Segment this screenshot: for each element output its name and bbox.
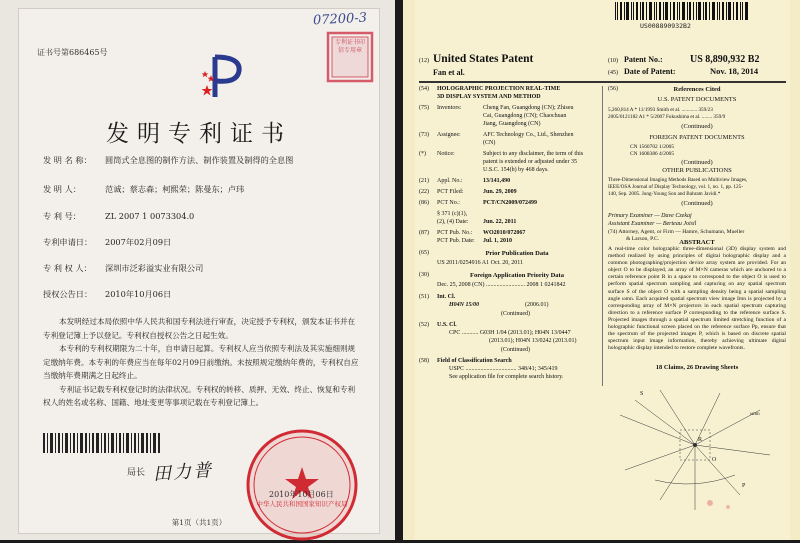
field-patent-number: 专 利 号： ZL 2007 1 0073304.0 (43, 211, 195, 221)
patent-no-label: Patent No.: (624, 55, 663, 64)
attorney-line: & Larson, P.C. (626, 236, 660, 242)
barcode-number: US008890932B2 (640, 22, 691, 30)
certificate-barcode (43, 433, 161, 453)
body-paragraph: 专利证书记载专利权登记时的法律状况。专利权的转移、质押、无效、终止、恢复和专利权人的姓名或名称、国籍、地址变更等事项记载在专利登记簿上。 (43, 384, 356, 407)
us-patent-front-page (403, 0, 800, 540)
appl-no: 13/141,490 (483, 178, 511, 184)
certificate-number: 证书号第686465号 (37, 48, 108, 57)
cnipa-logo-icon (201, 51, 245, 101)
code-45: (45) (608, 70, 618, 76)
representative-drawing (600, 375, 790, 515)
handwritten-note: 07200-3 (312, 10, 368, 29)
body-paragraph: 本专利的专利权期限为二十年，自申请日起算。专利权人应当依照专利法及其实施细则规定缴纳年费。本专利的年费应当在每年02月09日前缴纳。未按照规定缴纳年费的，专利权自应当缴纳年费期满之日起终止。 (43, 344, 359, 380)
prior-pub-heading: Prior Publication Data (485, 250, 549, 257)
chinese-patent-certificate (0, 0, 395, 540)
us-cl-line: (Continued) (501, 347, 530, 353)
abstract-heading: ABSTRACT (679, 239, 715, 246)
notice-line: patent is extended or adjusted under 35 (483, 159, 577, 165)
other-pub-line: IEEE/OSA Journal of Display Technology, vol. 1, no. 1, pp. 125- (608, 184, 743, 190)
other-pub-line: Three-Dimensional Imaging Methods Based on Multiview Images, (608, 177, 748, 183)
director-signature: 田力普 (152, 459, 214, 486)
code-10: (10) (608, 58, 618, 64)
inventors-short: Fan et al. (433, 68, 465, 77)
foreign-docs-heading: FOREIGN PATENT DOCUMENTS (649, 134, 745, 141)
notice-line: U.S.C. 154(b) by 468 days. (483, 167, 549, 173)
field-invention-name: 发 明 名 称： 圆筒式全息图的制作方法、制作装置及制得的全息图 (43, 155, 294, 165)
certificate-body (43, 315, 361, 410)
document-type: United States Patent (433, 53, 534, 65)
inventors-line: Cai, Guangdong (CN); Chaochuan (483, 113, 567, 119)
field-inventors: 发 明 人： 范诚；蔡志森；柯熙荣；陈曼东；卢玮 (43, 184, 245, 194)
other-pub-heading: OTHER PUBLICATIONS (662, 167, 732, 174)
field-patentee: 专 利 权 人： 深圳市泛彩溢实业有限公司 (43, 263, 204, 273)
foreign-ref-row: CN 1560702 1/2005 (630, 144, 675, 150)
other-pub-line: 140, Sep. 2005. Jung-Young Son and Bahram Javidi.* (608, 191, 721, 197)
patent-sheet: US008890932B2 (12) United States Patent Fan et al. (10) Patent No.: US 8,890,932 B2 (45) Date of Patent: Nov. 18, 2014 (54) HOLOGRAPHIC PROJECTION REAL-TIME 3D DISPLAY SYSTEM AND METHOD (75) Inventors: Cheng Fan, Guangdong (CN); Zhiseu Cai, Guangdong (CN); Chaochuan Jiang, Guangdong (CN) (73) Assignee: AFC Technology Co., Ltd., Shenzhen (CN) (*) Notice: Subject to any disclaimer, the term of this patent is extended or adjusted under 35 U.S.C. 154(b) by 468 days. (21) Appl. No.: 13/141,490 (22) PCT Filed: Jun. 29, 2009 (86) PCT No.: PCT/CN2009/072499 § 371 (c)(1), (2), (4) Date: Jun. 22, 2011 (87) PCT Pub. No.: WO2010/072067 PCT Pub. Date: Jul. 1, 2010 (65) Prior Publication Data US 2011/0254916 A1 Oct. 20, 2011 (30) Foreign Application Priority Data Dec. 25, 2008 (CN) .......................... 2008 1 0241842 (51) Int. Cl. H04N 15/00 (2006.01) (Continued) (52) U.S. Cl. CPC ........... G03H 1/04 (2013.01); H04N 13/0447 (2013.01); H04N 13/0242 (2013.01) (Continued) (58) Field of Classification Search USPC .................................. 348/41; 345/419 See application file for complete search history. (56) References Cited U.S. PATENT DOCUMENTS 5,260,814 A * 11/1993 Smith et al. ............ 359/23 2005/0121182 A1 * 5/2007 Fukushima et al. ........ 359/9 (Continued) FOREIGN PATENT DOCUMENTS CN 1560702 1/2005 CN 1608386 4/2005 (Continued) OTHER PUBLICATIONS Three-Dimensional Imaging Methods Based on Multiview Images, IEEE/OSA Journal of Display Technology, vol. 1, no. 1, pp. 125- 140, Sep. 2005. Jung-Young Son and Bahram Javidi.* (Continued) Primary Examiner — Dave Czekaj Assistant Examiner — Berteau Joisil (74) Attorney, Agent, or Firm — Hamre, Schumann, Mueller & Larson, P.C. ABSTRACT A real-time color holographic three-dimensional (3D) display system and method realized by using principles of digital holographic display and a common photographing/projection device array system are provided. For an object O to be displayed, an array of M×N cameras which are anchored to a certain reference point R in a space to correspond to the object O is used to perform spatial spectrum sampling and capturing on any spatial spectrum surface S of the object O with a sampling density being a spatial sampling angle ωmn. Each acquired spatial spectrum view image Imn is projected by a corresponding array of M×N projectors in each spatial spectrum capturing direction to a reference surface P corresponding to the reference surface S. Projected images through a spatial spectrum limited stretching function of a holographic functional screen placed on the reference surface Pp, ensure that the spectrum of the projected images P, which is based on discrete spatial spectrum input image information, thereby achieving ultimate digital holographic display intended to restore complete wavefronts. 18 Claims, 26 Drawing Sheets R O S P ωmn (415, 0, 790, 540)
page-footer: 第1页（共1页） (171, 518, 227, 527)
us-docs-heading: U.S. PATENT DOCUMENTS (657, 96, 737, 103)
references-heading: References Cited (673, 86, 721, 93)
us-ref-row: 2005/0121182 A1 * 5/2007 Fukushima et al. ........ 359/9 (608, 114, 726, 120)
claims-line: 18 Claims, 26 Drawing Sheets (655, 364, 739, 371)
drawing-label-p: P (742, 483, 746, 489)
assistant-examiner: Assistant Examiner — Berteau Joisil (608, 221, 697, 227)
drawing-label-o: O (712, 457, 717, 463)
patent-barcode (615, 2, 749, 20)
top-seal-text: 专利证书印信专用章 (334, 39, 365, 54)
prior-pub-row: US 2011/0254916 A1 Oct. 20, 2011 (437, 260, 524, 266)
drawing-label-s: S (640, 391, 644, 397)
date-label: Date of Patent: (624, 67, 676, 76)
field-grant-date: 授权公告日： 2010年10月06日 (43, 289, 172, 299)
pct-filed: Jun. 29, 2009 (483, 189, 517, 195)
int-cl-date: (2006.01) (525, 302, 549, 308)
code-12: (12) (419, 58, 429, 64)
patent-date: Nov. 18, 2014 (710, 66, 759, 76)
pct-pub-date: Jul. 1, 2010 (483, 238, 513, 244)
director-label: 局长 (127, 468, 146, 478)
field-search-line: USPC .................................. 348/41; 345/419 (449, 366, 558, 372)
assignee-line: AFC Technology Co., Ltd., Shenzhen (483, 132, 574, 138)
title-line: HOLOGRAPHIC PROJECTION REAL-TIME (437, 86, 561, 92)
pct-no: PCT/CN2009/072499 (483, 200, 537, 206)
seal-date: 2010年10月06日 (269, 490, 334, 499)
field-application-date: 专利申请日： 2007年02月09日 (43, 237, 172, 247)
us-cl-line: (2013.01); H04N 13/0242 (2013.01) (489, 338, 577, 344)
primary-examiner: Primary Examiner — Dave Czekaj (608, 213, 692, 219)
assignee-line: (CN) (483, 140, 496, 146)
seal-text: 中华人民共和国国家知识产权局 (256, 500, 348, 508)
abstract-text: A real-time color holographic three-dimensional (3D) display system and method realized by using principles of digital holographic display and a common photographing/projection device array system are provided. For an object O to be displayed, an array of M×N cameras which are anchored to a certain reference point R in a space to correspond to the object O is used to perform spatial spectrum sampling and capturing on any spatial spectrum surface S of the object O with a sampling density being a spatial sampling angle ωmn. Each acquired spatial spectrum view image Imn is projected by a corresponding array of M×N projectors in each spatial spectrum capturing direction to a reference surface P corresponding to the reference surface S. Projected images through a spatial spectrum limited stretching function of a holographic functional screen placed on the reference surface Pp, ensure that the spectrum of the projected images P, which is based on discrete spatial spectrum input image information, thereby achieving ultimate digital holographic display intended to restore complete wavefronts. (608, 246, 786, 352)
ink-spot (726, 505, 730, 509)
us-ref-row: 5,260,814 A * 11/1993 Smith et al. ............ 359/23 (608, 107, 713, 113)
notice-line: Subject to any disclaimer, the term of this (483, 151, 584, 157)
column-divider (602, 86, 603, 386)
371-date: Jun. 22, 2011 (483, 219, 517, 225)
inventors-line: Cheng Fan, Guangdong (CN); Zhiseu (483, 105, 574, 111)
priority-row: Dec. 25, 2008 (CN) .......................... 2008 1 0241842 (437, 282, 566, 288)
title-line: 3D DISPLAY SYSTEM AND METHOD (437, 94, 541, 100)
int-cl-class: H04N 15/00 (449, 302, 480, 308)
pct-pub-no: WO2010/072067 (483, 230, 526, 236)
foreign-ref-row: CN 1608386 4/2005 (630, 151, 675, 157)
certificate-title: 发明专利证书 (106, 121, 292, 147)
header-rule (419, 81, 786, 83)
ink-spot (707, 500, 713, 506)
drawing-label-r: R (698, 437, 703, 443)
body-paragraph: 本发明经过本局依照中华人民共和国专利法进行审查，决定授予专利权，颁发本证书并在专利登记簿上予以登记。专利权自授权公告之日起生效。 (43, 317, 356, 340)
drawing-label-omega: ωmn (750, 412, 760, 417)
patent-number: US 8,890,932 B2 (690, 54, 760, 65)
field-search-line: See application file for complete search history. (449, 374, 564, 380)
inventors-line: Jiang, Guangdong (CN) (483, 121, 541, 127)
priority-heading: Foreign Application Priority Data (470, 272, 564, 279)
certificate-sheet (18, 8, 380, 534)
us-cl-line: CPC ........... G03H 1/04 (2013.01); H04N 13/0447 (449, 330, 571, 336)
attorney-line: (74) Attorney, Agent, or Firm — Hamre, Schumann, Mueller (608, 229, 745, 235)
